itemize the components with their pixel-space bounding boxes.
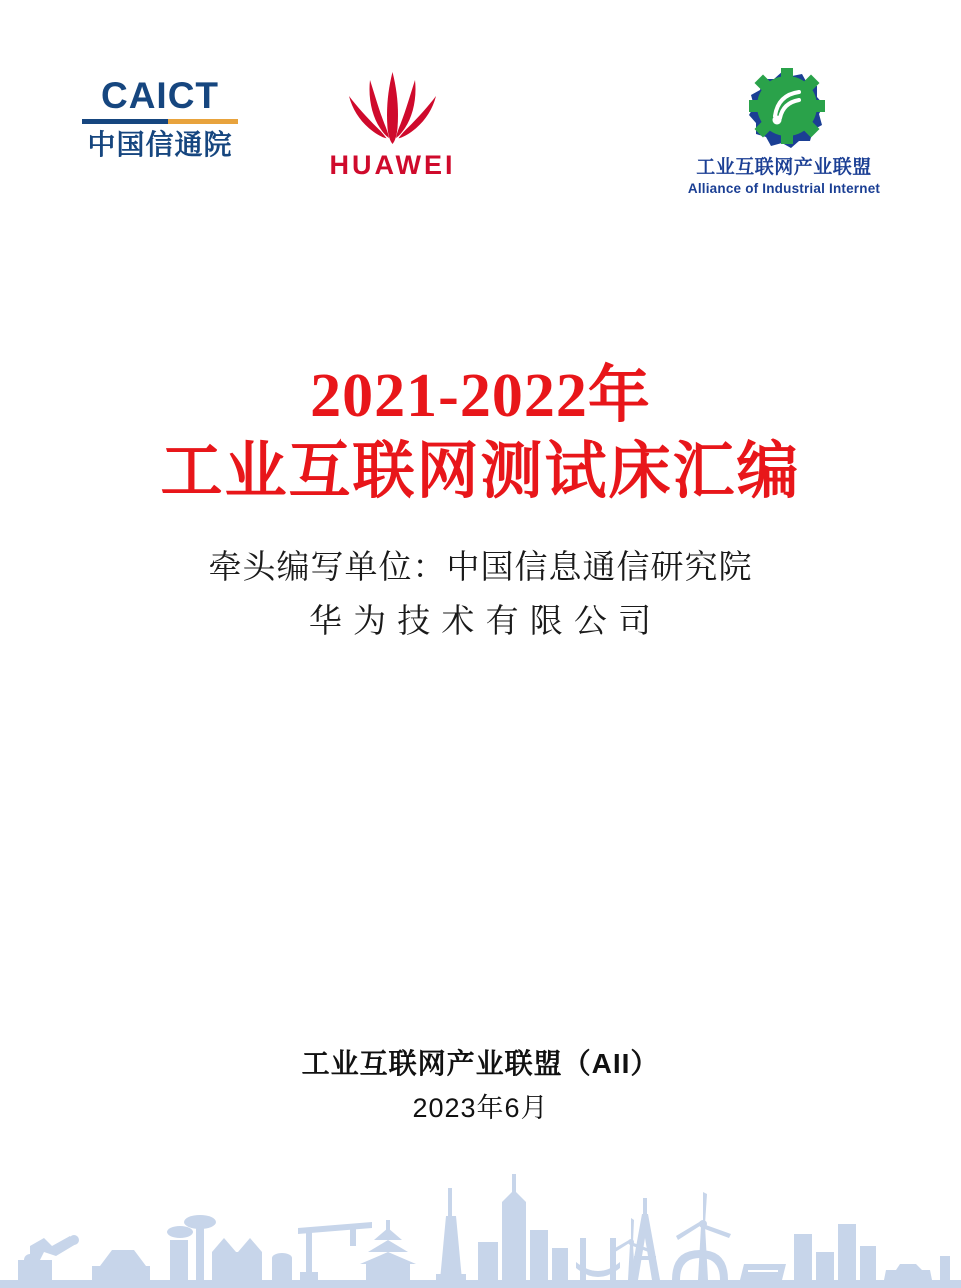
- huawei-logo-text: HUAWEI: [329, 150, 456, 180]
- huawei-flower-icon: [330, 68, 455, 146]
- aii-logo: [669, 64, 899, 198]
- aii-logo-en-text: Alliance of Industrial Internet: [687, 181, 881, 196]
- author-block: [0, 540, 961, 648]
- publication-date: 2023年6月: [412, 1093, 549, 1123]
- document-title-block: [0, 360, 961, 512]
- footer-block: [0, 1042, 961, 1130]
- title-year: 2021-2022年: [310, 362, 651, 430]
- aii-gear-icon: [725, 64, 843, 156]
- author-line-2: 华 为 技 术 有 限 公 司: [308, 602, 653, 639]
- caict-logo-en-text: CAICT: [100, 75, 220, 116]
- huawei-logo: [300, 68, 485, 181]
- title-main: 工业互联网测试床汇编: [160, 438, 801, 506]
- caict-logo-divider-bar: [82, 119, 238, 124]
- caict-logo-cn-text: 中国信通院: [87, 129, 233, 160]
- caict-logo: [80, 76, 240, 161]
- skyline-decoration-graphic: [0, 1168, 961, 1288]
- author-line-1: 牵头编写单位：中国信息通信研究院: [208, 548, 753, 585]
- logo-row: [0, 62, 961, 196]
- publisher-organization: 工业互联网产业联盟（AII）: [301, 1048, 660, 1079]
- aii-logo-cn-text: 工业互联网产业联盟: [696, 157, 872, 178]
